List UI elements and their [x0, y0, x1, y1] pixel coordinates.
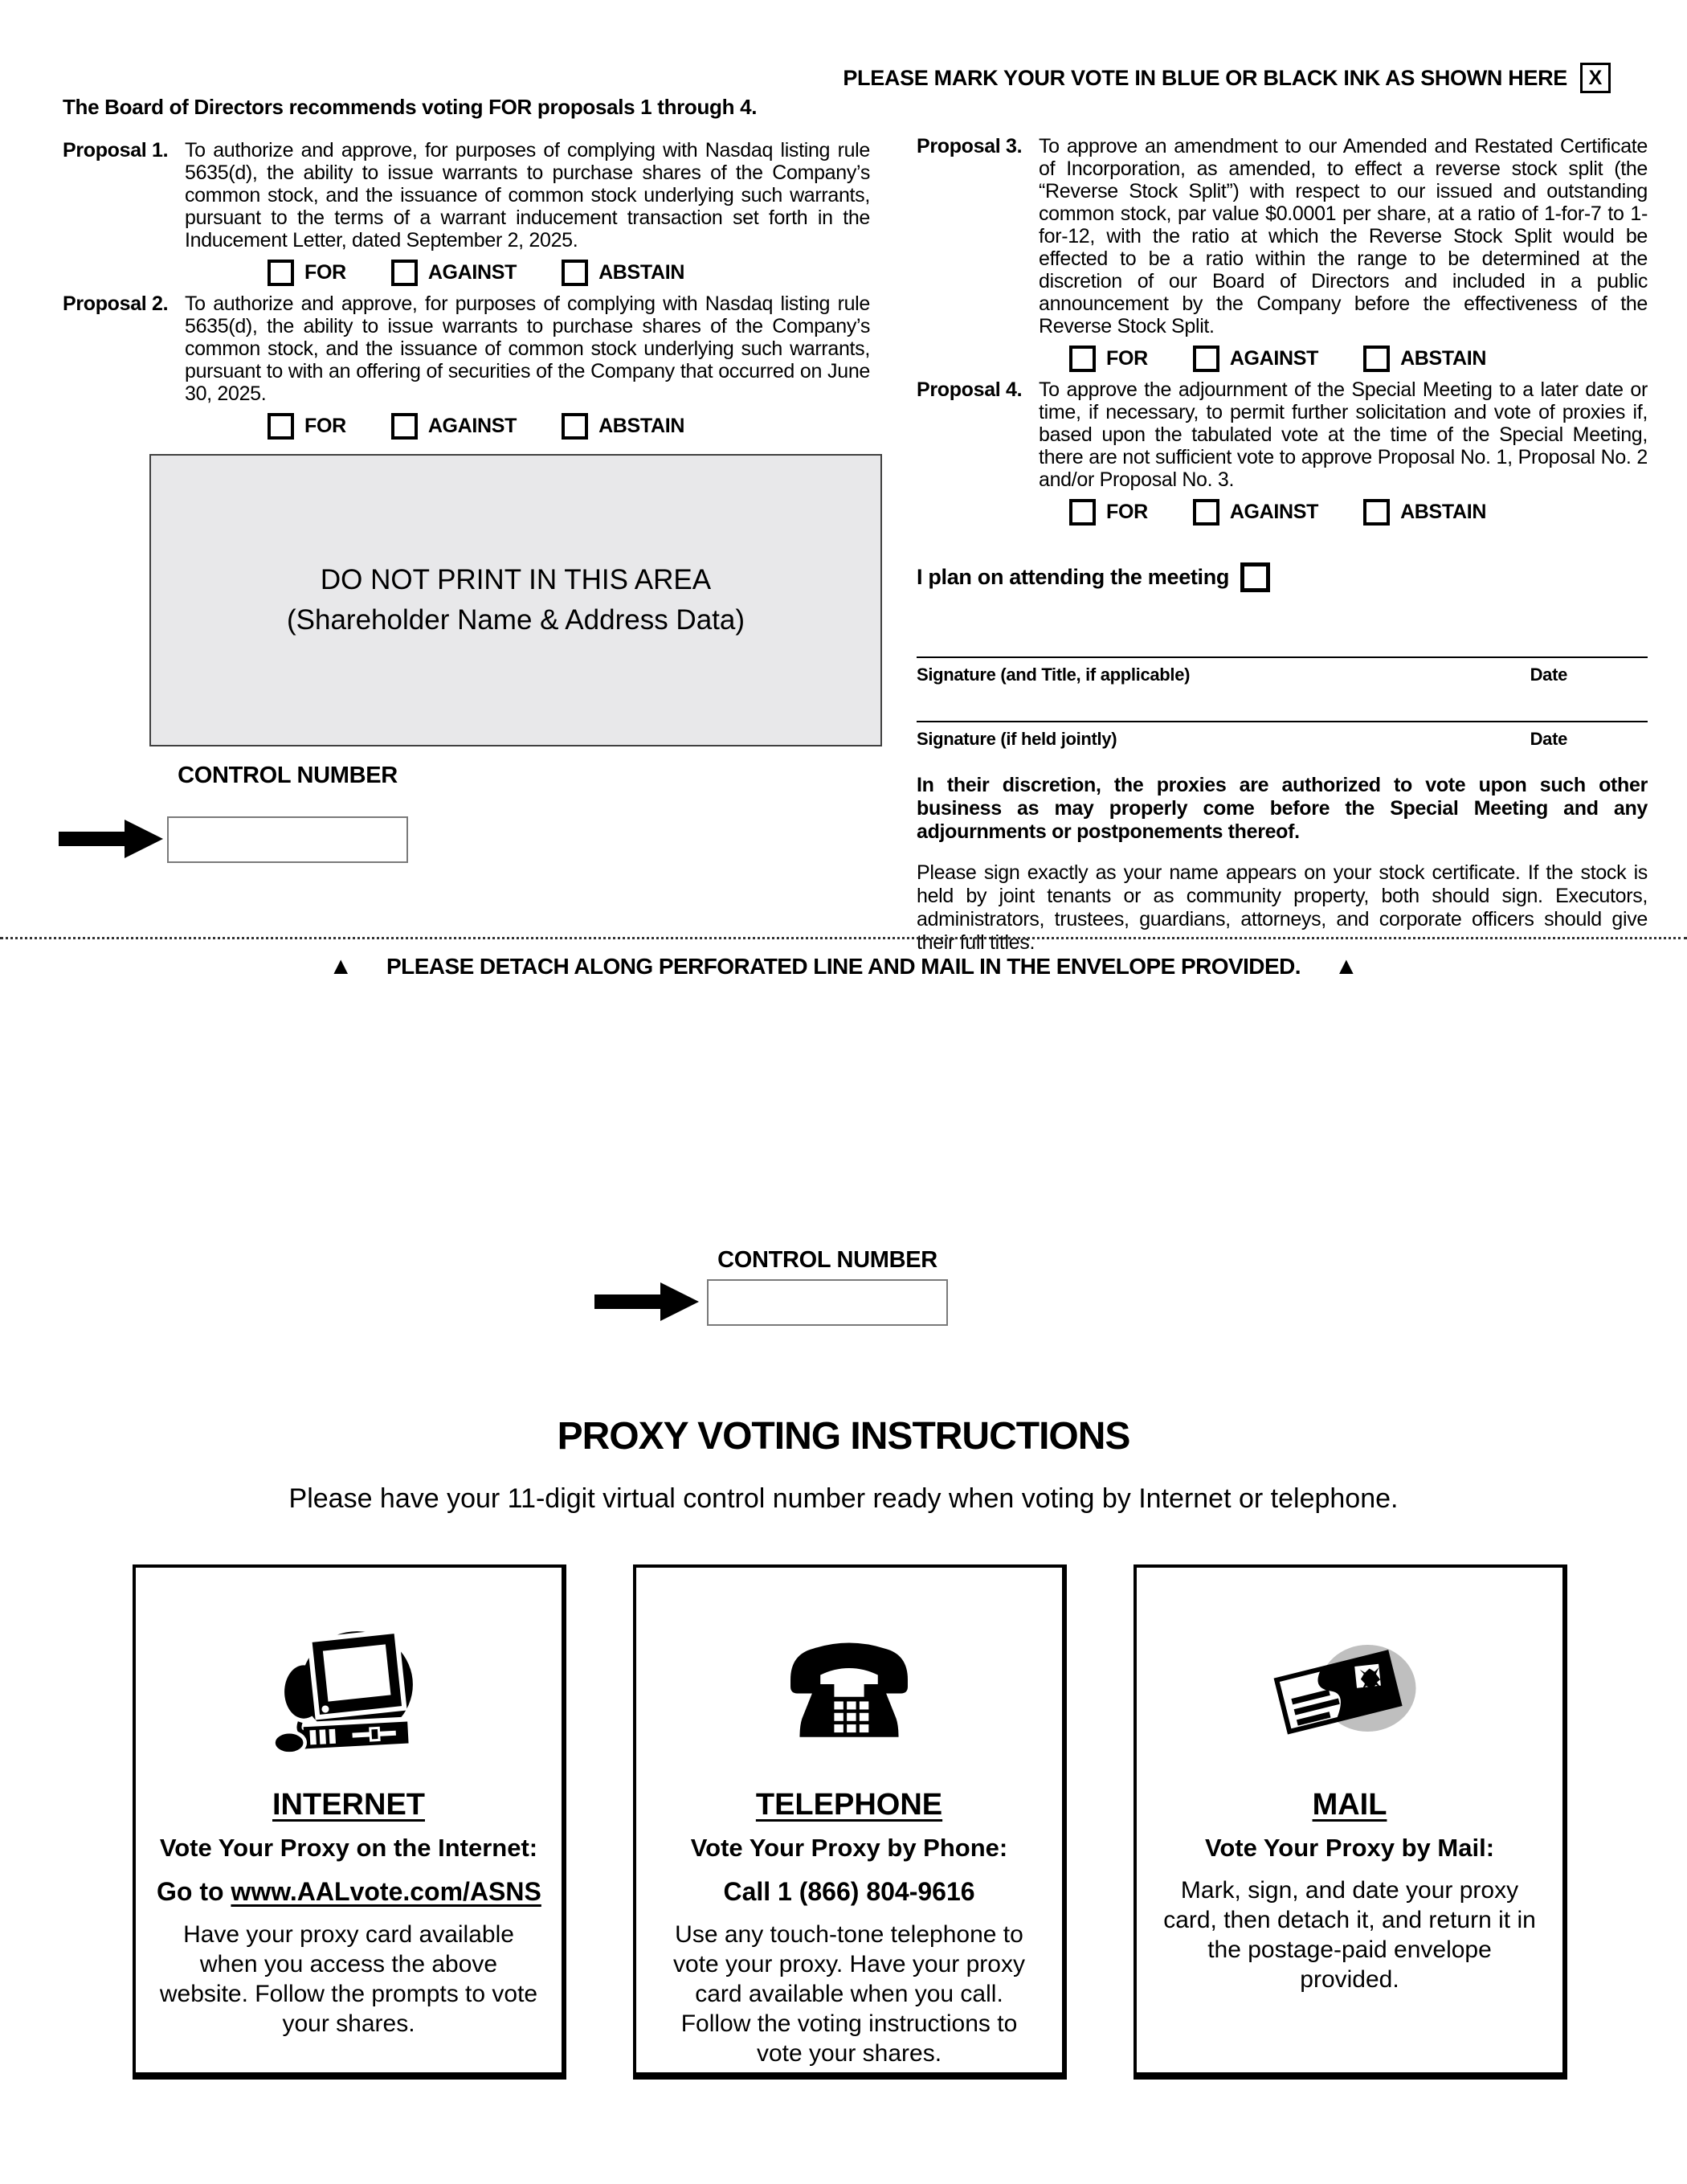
signature-line[interactable]: [917, 656, 1648, 658]
proposal-3: [917, 135, 1648, 337]
do-not-print-line2: (Shareholder Name & Address Data): [287, 604, 745, 636]
attending-meeting-checkbox[interactable]: [1240, 562, 1270, 592]
discretion-note: In their discretion, the proxies are authorized to vote upon such other business as may properly come before the Special Meeting and any adjournments or postponements thereof.: [917, 774, 1648, 843]
instructions-subtitle: Please have your 11-digit virtual control number ready when voting by Internet or telephone.: [288, 1483, 1399, 1514]
proposal-4-vote-option-for[interactable]: [1069, 499, 1148, 526]
control-number-label: CONTROL NUMBER: [717, 1247, 937, 1273]
proposal-2: [63, 292, 870, 405]
signature-title-label: Signature (and Title, if applicable): [917, 665, 1191, 685]
mail-heading: MAIL: [1312, 1788, 1387, 1822]
against-checkbox[interactable]: [391, 260, 418, 286]
triangle-up-icon: ▲: [329, 953, 353, 980]
signature-line-joint[interactable]: [917, 721, 1648, 722]
perforated-line: [0, 937, 1687, 939]
internet-action: [157, 1877, 541, 1907]
control-number-block-bottom: [707, 1246, 948, 1326]
abstain-checkbox[interactable]: [1363, 499, 1390, 526]
attending-meeting-label: I plan on attending the meeting: [917, 565, 1230, 589]
control-number-block: [167, 762, 408, 863]
right-column: [917, 135, 1648, 955]
computer-icon: [270, 1618, 427, 1759]
internet-body: Have your proxy card available when you access the above website. Follow the prompts to vote your shares.: [159, 1921, 538, 2037]
date-label: Date: [1530, 729, 1567, 749]
page-title: PROXY VOTING INSTRUCTIONS: [557, 1415, 1130, 1458]
proposal-1-vote-row: [268, 260, 870, 286]
proposal-3-vote-option-for[interactable]: [1069, 346, 1148, 372]
against-checkbox[interactable]: [1193, 346, 1219, 372]
for-checkbox[interactable]: [1069, 499, 1096, 526]
abstain-label: ABSTAIN: [598, 415, 685, 437]
board-recommendation: The Board of Directors recommends voting FOR proposals 1 through 4.: [63, 95, 758, 119]
proposal-2-text: To authorize and approve, for purposes of complying with Nasdaq listing rule 5635(d), the ability to issue warrants to purchase shares of the Company’s common stock, and the issuance of common stock underlying such warrants, pursuant to with an offering of securities of the Company that occurred on June 30, 2025.: [185, 292, 870, 405]
against-label: AGAINST: [427, 415, 517, 437]
abstain-checkbox[interactable]: [562, 413, 588, 440]
telephone-number: Call 1 (866) 804-9616: [723, 1877, 975, 1906]
proposal-4: [917, 378, 1648, 491]
for-label: FOR: [1106, 501, 1148, 523]
for-label: FOR: [1106, 347, 1148, 370]
marked-checkbox-example: [1580, 63, 1611, 93]
proposal-4-vote-option-against[interactable]: [1193, 499, 1318, 526]
proposal-3-label: Proposal 3.: [917, 135, 1023, 157]
against-label: AGAINST: [1229, 347, 1319, 370]
proposal-1-vote-option-abstain[interactable]: [562, 260, 684, 286]
proposal-2-vote-row: [268, 413, 870, 440]
mail-method-box: [1134, 1564, 1567, 2080]
abstain-checkbox[interactable]: [562, 260, 588, 286]
proposal-4-text: To approve the adjournment of the Special Meeting to a later date or time, if necessary, to permit further solicitation and vote of proxies if, based upon the tabulated vote at the time of the Special Meeting, there are not sufficient vote to approve Proposal No. 1, Proposal No. 2 and/or Proposal No. 3.: [1039, 378, 1648, 491]
abstain-label: ABSTAIN: [598, 261, 685, 284]
proposal-1-vote-option-for[interactable]: [268, 260, 346, 286]
signing-instructions-note: Please sign exactly as your name appears on your stock certificate. If the stock is held by joint tenants or as community property, both should sign. Executors, administrators, trustees, guardians, attorneys, and corporate officers should give their full titles.: [917, 861, 1648, 954]
proposal-3-text: To approve an amendment to our Amended and Restated Certificate of Incorporation, as amended, to effect a reverse stock split (the “Reverse Stock Split”) with respect to our issued and outstanding common stock, par value $0.0001 per share, at a ratio of 1-for-7 to 1-for-12, with the ratio at which the Reverse Stock Split would be effected to be a ratio within the range to be determined at the discretion of our Board of Directors and included in a public announcement by the Company before the effectiveness of the Reverse Stock Split.: [1039, 135, 1648, 337]
abstain-label: ABSTAIN: [1400, 501, 1487, 523]
internet-subheading: Vote Your Proxy on the Internet:: [159, 1834, 538, 1862]
do-not-print-area: [149, 454, 882, 746]
signature-block-1: [917, 656, 1648, 685]
telephone-method-box: [633, 1564, 1067, 2080]
voting-website-link[interactable]: www.AALvote.com/ASNS: [231, 1877, 541, 1906]
against-label: AGAINST: [427, 261, 517, 284]
proposal-2-label: Proposal 2.: [63, 292, 169, 315]
against-checkbox[interactable]: [391, 413, 418, 440]
for-label: FOR: [304, 261, 346, 284]
mail-icon: [1271, 1628, 1428, 1748]
mail-body: Mark, sign, and date your proxy card, then detach it, and return it in the postage-paid envelope provided.: [1163, 1877, 1536, 1993]
date-label: Date: [1530, 665, 1567, 685]
proposal-1-vote-option-against[interactable]: [391, 260, 517, 286]
mark-x-glyph: X: [1588, 66, 1603, 89]
go-to-text: Go to: [157, 1877, 231, 1906]
mark-instruction-text: PLEASE MARK YOUR VOTE IN BLUE OR BLACK INK AS SHOWN HERE: [843, 65, 1567, 90]
for-checkbox[interactable]: [268, 260, 294, 286]
proposal-3-vote-option-against[interactable]: [1193, 346, 1318, 372]
signature-block-2: [917, 721, 1648, 750]
telephone-body: Use any touch-tone telephone to vote your proxy. Have your proxy card available when you call. Follow the voting instructions to vote your shares.: [673, 1921, 1025, 2067]
proposal-2-vote-option-for[interactable]: [268, 413, 346, 440]
abstain-checkbox[interactable]: [1363, 346, 1390, 372]
signature-joint-label: Signature (if held jointly): [917, 729, 1117, 749]
triangle-up-icon: ▲: [1334, 953, 1358, 980]
do-not-print-line1: DO NOT PRINT IN THIS AREA: [320, 564, 712, 595]
telephone-subheading: Vote Your Proxy by Phone:: [690, 1834, 1008, 1862]
for-checkbox[interactable]: [1069, 346, 1096, 372]
detach-instruction: [0, 953, 1687, 980]
control-number-box[interactable]: [707, 1279, 948, 1326]
for-checkbox[interactable]: [268, 413, 294, 440]
proposal-1-label: Proposal 1.: [63, 139, 169, 162]
against-checkbox[interactable]: [1193, 499, 1219, 526]
detach-instruction-text: PLEASE DETACH ALONG PERFORATED LINE AND MAIL IN THE ENVELOPE PROVIDED.: [386, 954, 1301, 979]
control-number-box[interactable]: [167, 816, 408, 863]
for-label: FOR: [304, 415, 346, 437]
arrow-right-icon: [59, 820, 163, 858]
proposal-1: [63, 139, 870, 252]
arrow-right-icon: [594, 1282, 699, 1321]
voting-methods: [133, 1564, 1567, 2080]
proposal-4-vote-row: [1069, 499, 1648, 526]
proposal-2-vote-option-abstain[interactable]: [562, 413, 684, 440]
internet-heading: INTERNET: [272, 1788, 425, 1822]
attending-meeting-row: [917, 562, 1648, 592]
abstain-label: ABSTAIN: [1400, 347, 1487, 370]
proposal-3-vote-option-abstain[interactable]: [1363, 346, 1486, 372]
proposal-1-text: To authorize and approve, for purposes of complying with Nasdaq listing rule 5635(d), the ability to issue warrants to purchase shares of the Company’s common stock, and the issuance of common stock underlying such warrants, pursuant to the terms of a warrant inducement transaction set forth in the Inducement Letter, dated September 2, 2025.: [185, 139, 870, 252]
proposal-4-label: Proposal 4.: [917, 378, 1023, 401]
telephone-icon: [774, 1634, 924, 1743]
control-number-label: CONTROL NUMBER: [178, 763, 398, 788]
mail-subheading: Vote Your Proxy by Mail:: [1204, 1834, 1495, 1862]
internet-method-box: [133, 1564, 566, 2080]
proposal-3-vote-row: [1069, 346, 1648, 372]
mark-instruction: [843, 63, 1611, 93]
against-label: AGAINST: [1229, 501, 1319, 523]
proposal-4-vote-option-abstain[interactable]: [1363, 499, 1486, 526]
telephone-heading: TELEPHONE: [755, 1788, 943, 1822]
proposal-2-vote-option-against[interactable]: [391, 413, 517, 440]
left-column: [63, 95, 870, 746]
